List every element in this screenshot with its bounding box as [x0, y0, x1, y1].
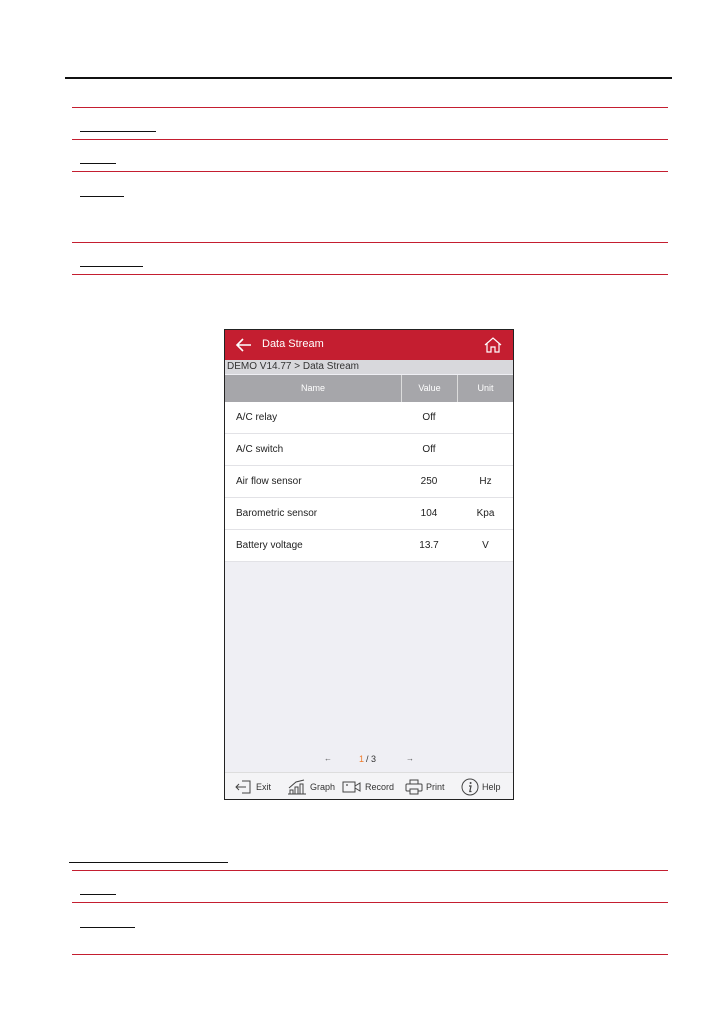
graph-label: Graph	[310, 782, 336, 792]
row-value: 104	[420, 508, 438, 519]
row-unit: Hz	[479, 476, 492, 487]
underline-stub	[80, 196, 124, 197]
table-row[interactable]	[225, 530, 513, 562]
breadcrumb: DEMO V14.77 > Data Stream	[225, 360, 513, 374]
table-rule	[72, 139, 668, 140]
exit-label: Exit	[256, 782, 272, 792]
record-label: Record	[365, 782, 395, 792]
top-rule	[65, 77, 672, 79]
row-name: A/C relay	[236, 412, 278, 423]
exit-button[interactable]	[235, 777, 271, 797]
graph-button[interactable]	[287, 777, 335, 797]
print-label: Print	[426, 782, 445, 792]
home-icon[interactable]	[483, 335, 503, 355]
table-row[interactable]	[225, 466, 513, 498]
help-button[interactable]	[461, 777, 501, 797]
data-stream-screenshot	[224, 329, 514, 800]
underline-stub	[80, 163, 116, 164]
row-value: 250	[420, 476, 438, 487]
row-name: Air flow sensor	[236, 476, 302, 487]
table-row[interactable]	[225, 498, 513, 530]
row-unit: Kpa	[476, 508, 495, 519]
row-value: Off	[422, 444, 436, 455]
graph-icon	[287, 779, 307, 795]
underline-stub	[69, 862, 228, 863]
total-pages: / 3	[366, 754, 377, 764]
table-rule	[72, 242, 668, 243]
row-value: 13.7	[419, 540, 439, 551]
record-icon	[342, 779, 362, 795]
print-button[interactable]	[405, 777, 445, 797]
table-rule	[72, 870, 668, 871]
pager	[225, 754, 513, 768]
table-rule	[72, 171, 668, 172]
exit-icon	[235, 779, 253, 795]
current-page: 1	[359, 754, 365, 764]
print-icon	[405, 779, 423, 795]
row-value: Off	[422, 412, 436, 423]
help-icon	[461, 778, 479, 796]
prev-page-arrow[interactable]: ←	[324, 754, 332, 763]
underline-stub	[80, 927, 135, 928]
help-label: Help	[482, 782, 501, 792]
column-header-name: Name	[300, 383, 325, 393]
table-row[interactable]	[225, 434, 513, 466]
column-header-value: Value	[418, 383, 441, 393]
row-unit: V	[482, 540, 489, 551]
screen-title: Data Stream	[262, 338, 324, 350]
table-rule	[72, 107, 668, 108]
column-header-unit: Unit	[477, 383, 494, 393]
table-rule	[72, 274, 668, 275]
record-button[interactable]	[342, 777, 394, 797]
app-header	[225, 330, 513, 360]
table-header	[225, 375, 513, 402]
row-name: Barometric sensor	[236, 508, 318, 519]
underline-stub	[80, 894, 116, 895]
action-bar	[225, 772, 513, 800]
next-page-arrow[interactable]: →	[406, 754, 414, 763]
underline-stub	[80, 266, 143, 267]
table-row[interactable]	[225, 402, 513, 434]
table-rule	[72, 954, 668, 955]
row-name: Battery voltage	[236, 540, 303, 551]
table-rule	[72, 902, 668, 903]
back-arrow-icon[interactable]	[235, 336, 253, 354]
underline-stub	[80, 131, 156, 132]
row-name: A/C switch	[236, 444, 284, 455]
